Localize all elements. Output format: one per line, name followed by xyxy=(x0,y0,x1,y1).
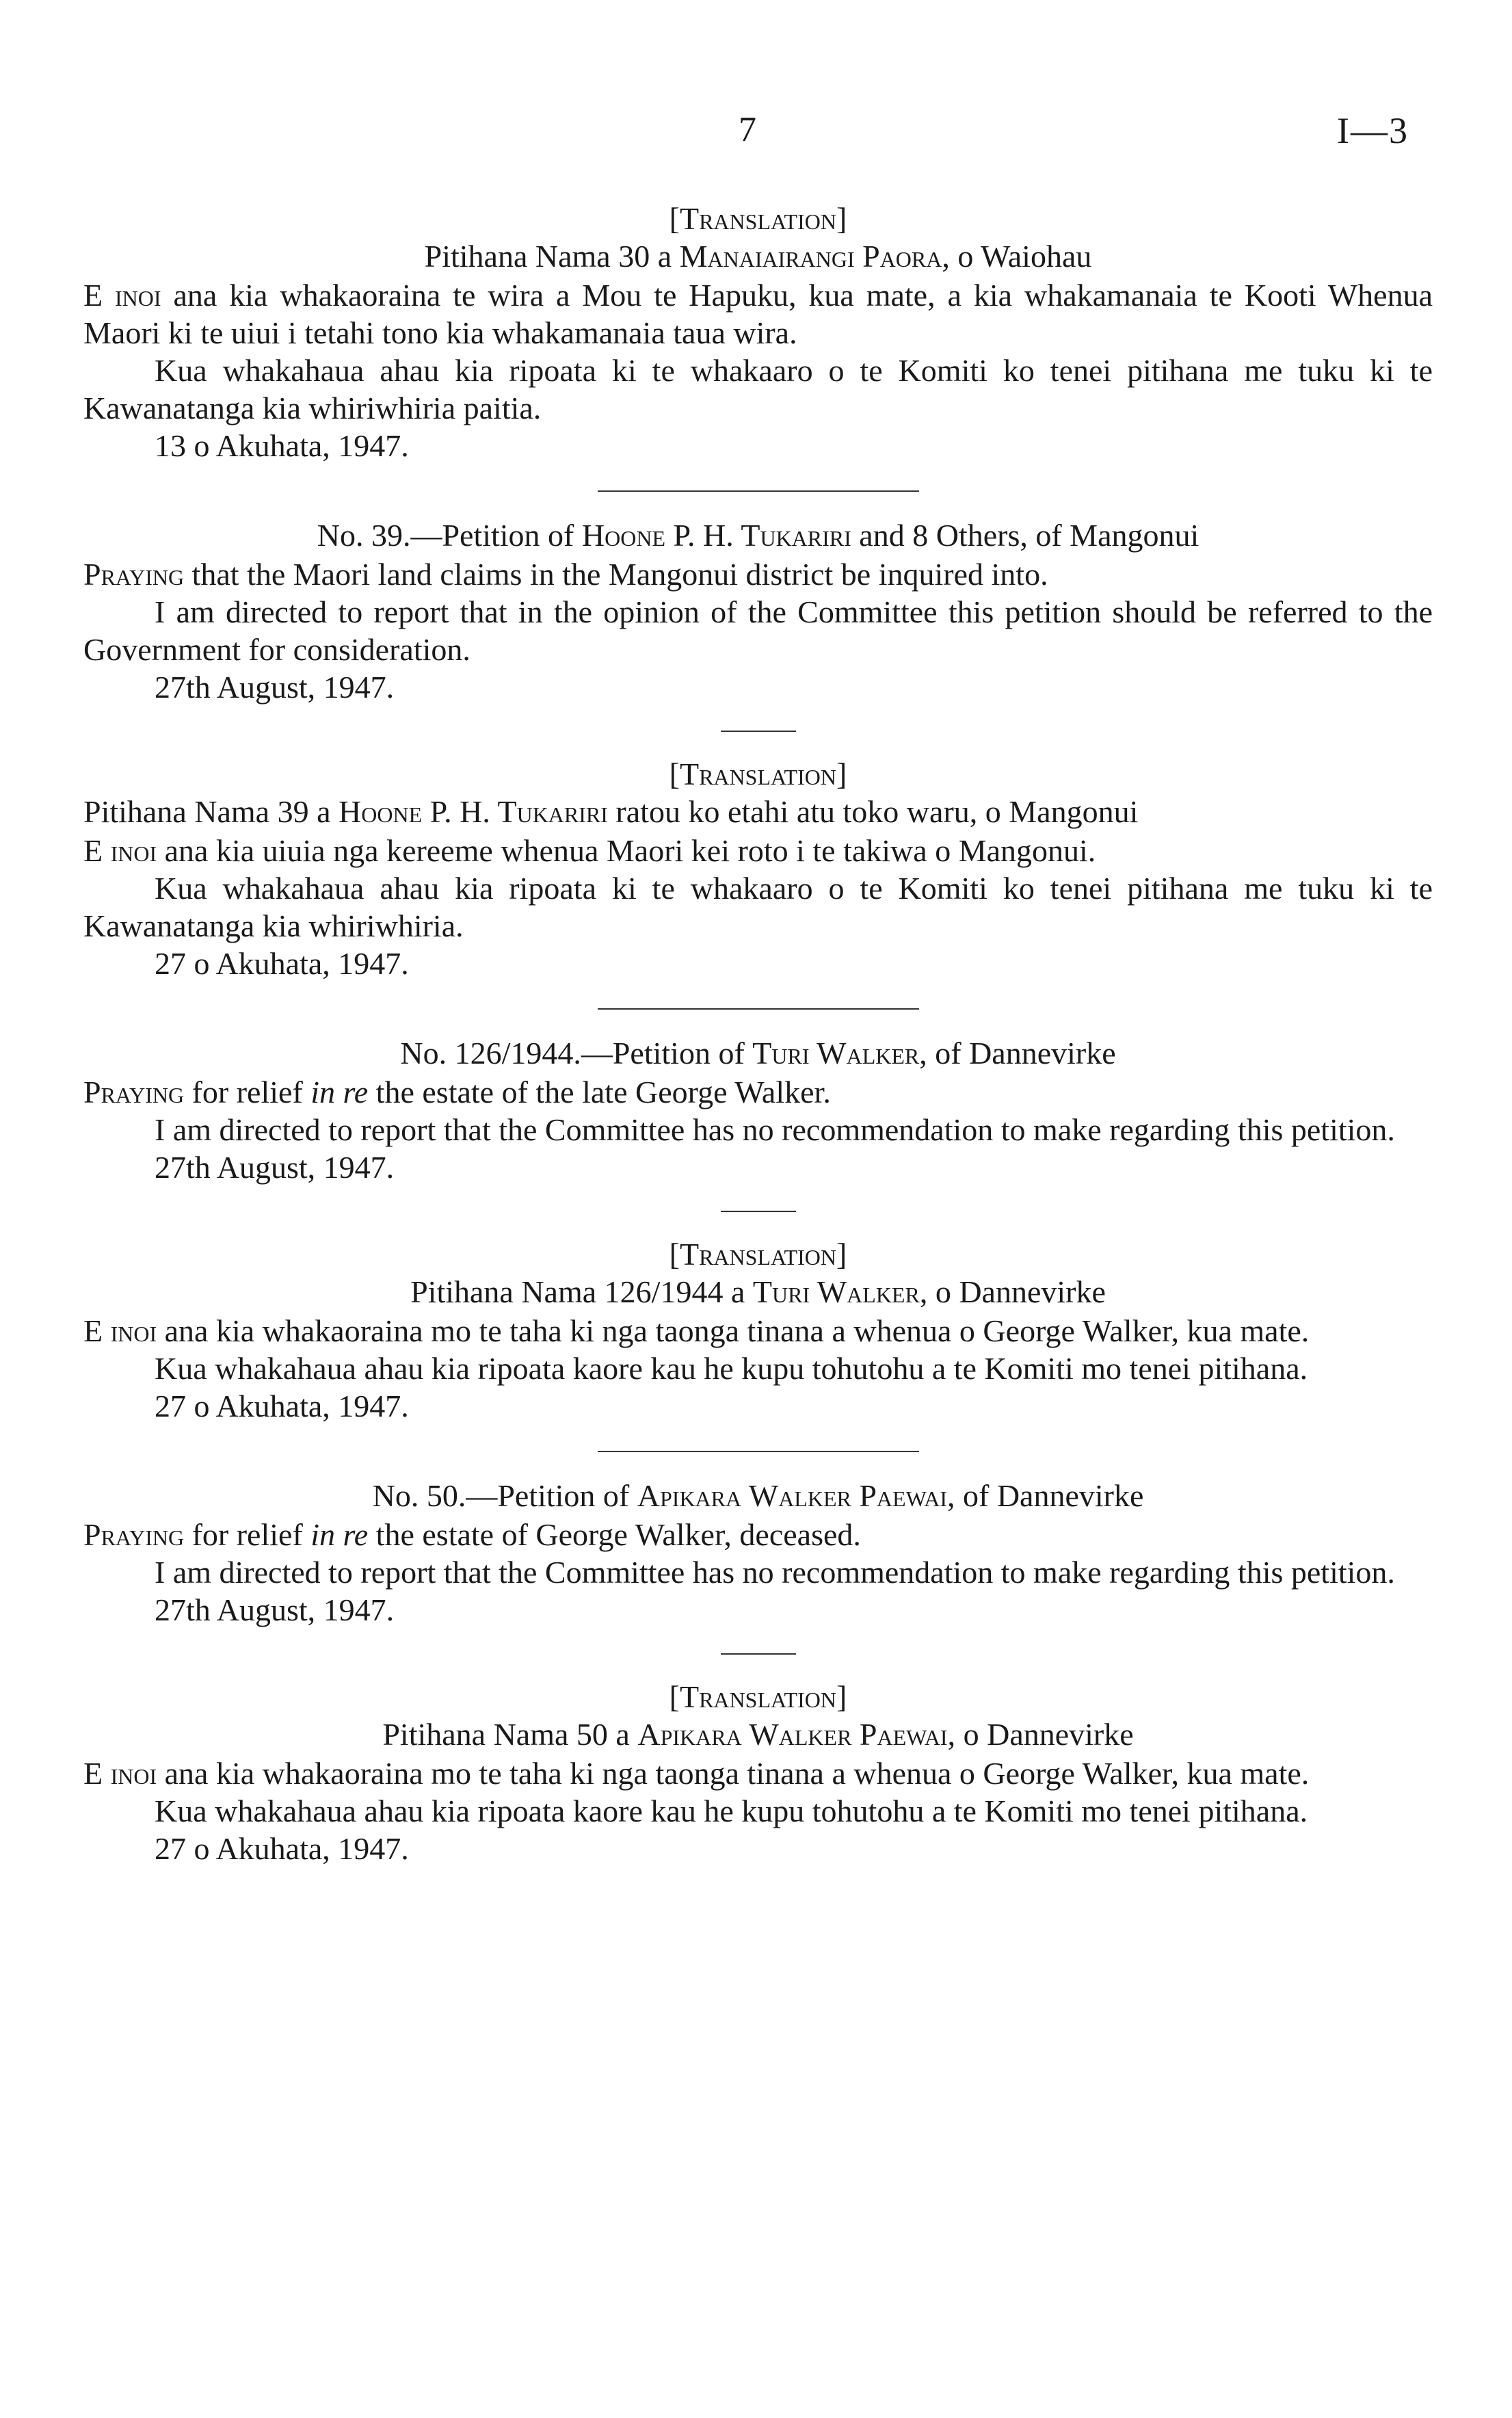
prayer-paragraph: E inoi ana kia whakaoraina mo te taha ki nga taonga tinana a whenua o George Walker, kua mate. xyxy=(83,1313,1310,1348)
translation-marker: [Translation] xyxy=(669,201,847,236)
report-paragraph: I am directed to report that the Committee has no recommendation to make regarding this petition. xyxy=(155,1555,1395,1590)
date-line: 27th August, 1947. xyxy=(155,670,395,705)
petitioner-name: Manaiairangi Paora xyxy=(679,239,942,274)
prayer-paragraph: E inoi ana kia whakaoraina te wira a Mou te Hapuku, kua mate, a kia whakamanaia te Kooti Whenua Maori ki te uiui i tetahi tono kia whakamanaia taua wira. xyxy=(83,278,1433,350)
section-divider xyxy=(598,490,919,492)
document-code: I—3 xyxy=(1337,110,1409,151)
translation-30 xyxy=(83,200,1433,464)
prayer-paragraph: Praying for relief in re the estate of the late George Walker. xyxy=(83,1075,831,1109)
date-line: 27 o Akuhata, 1947. xyxy=(155,1389,409,1423)
report-paragraph: Kua whakahaua ahau kia ripoata ki te whakaaro o te Komiti ko tenei pitihana me tuku ki te Kawanatanga kia whiriwhiria paitia. xyxy=(83,353,1433,425)
section-divider xyxy=(598,1008,919,1010)
translation-39 xyxy=(83,755,1433,982)
translation-divider xyxy=(721,1653,796,1655)
prayer-paragraph: E inoi ana kia uiuia nga kereeme whenua Maori kei roto i te takiwa o Mangonui. xyxy=(83,833,1096,868)
section-title: No. 126/1944.—Petition of Turi Walker, of Dannevirke xyxy=(400,1036,1116,1070)
section-title: Pitihana Nama 126/1944 a Turi Walker, o Dannevirke xyxy=(410,1274,1106,1309)
prayer-paragraph: E inoi ana kia whakaoraina mo te taha ki nga taonga tinana a whenua o George Walker, kua mate. xyxy=(83,1756,1310,1791)
translation-50 xyxy=(83,1678,1433,1867)
report-paragraph: I am directed to report that in the opinion of the Committee this petition should be referred to the Government for consideration. xyxy=(83,594,1433,667)
translation-126-1944 xyxy=(83,1235,1433,1425)
date-line: 27 o Akuhata, 1947. xyxy=(155,1831,409,1866)
date-line: 27th August, 1947. xyxy=(155,1150,395,1185)
petitioner-name: Turi Walker xyxy=(752,1036,920,1070)
petition-126-1944 xyxy=(83,1034,1433,1186)
prayer-paragraph: Praying for relief in re the estate of George Walker, deceased. xyxy=(83,1517,861,1552)
date-line: 27 o Akuhata, 1947. xyxy=(155,946,409,981)
petitioner-name: Apikara Walker Paewai xyxy=(637,1717,948,1752)
page-number: 7 xyxy=(739,110,756,149)
petition-50 xyxy=(83,1477,1433,1629)
date-line: 13 o Akuhata, 1947. xyxy=(155,428,409,463)
report-paragraph: I am directed to report that the Committee has no recommendation to make regarding this petition. xyxy=(155,1112,1395,1147)
section-title: Pitihana Nama 30 a Manaiairangi Paora, o Waiohau xyxy=(424,239,1092,274)
petitioner-name: Hoone P. H. Tukariri xyxy=(339,794,608,829)
translation-marker: [Translation] xyxy=(669,1237,847,1272)
date-line: 27th August, 1947. xyxy=(155,1592,395,1627)
section-divider xyxy=(598,1451,919,1452)
petitioner-name: Turi Walker xyxy=(752,1274,920,1309)
page-content xyxy=(83,200,1433,1867)
section-title: Pitihana Nama 50 a Apikara Walker Paewai, o Dannevirke xyxy=(382,1717,1134,1752)
section-title: Pitihana Nama 39 a Hoone P. H. Tukariri ratou ko etahi atu toko waru, o Mangonui xyxy=(83,794,1139,829)
translation-marker: [Translation] xyxy=(669,757,847,791)
section-title: No. 39.—Petition of Hoone P. H. Tukariri and 8 Others, of Mangonui xyxy=(317,518,1199,553)
translation-divider xyxy=(721,1211,796,1212)
petitioner-name: Apikara Walker Paewai xyxy=(637,1478,948,1513)
section-title: No. 50.—Petition of Apikara Walker Paewai, of Dannevirke xyxy=(372,1478,1144,1513)
report-paragraph: Kua whakahaua ahau kia ripoata kaore kau he kupu tohutohu a te Komiti mo tenei pitihana. xyxy=(155,1793,1308,1828)
prayer-paragraph: Praying that the Maori land claims in the Mangonui district be inquired into. xyxy=(83,557,1048,592)
petitioner-name: Hoone P. H. Tukariri xyxy=(581,518,851,553)
report-paragraph: Kua whakahaua ahau kia ripoata ki te whakaaro o te Komiti ko tenei pitihana me tuku ki te Kawanatanga kia whiriwhiria. xyxy=(83,871,1433,943)
translation-marker: [Translation] xyxy=(669,1679,847,1714)
translation-divider xyxy=(721,731,796,732)
petition-39 xyxy=(83,516,1433,706)
report-paragraph: Kua whakahaua ahau kia ripoata kaore kau he kupu tohutohu a te Komiti mo tenei pitihana. xyxy=(155,1351,1308,1386)
